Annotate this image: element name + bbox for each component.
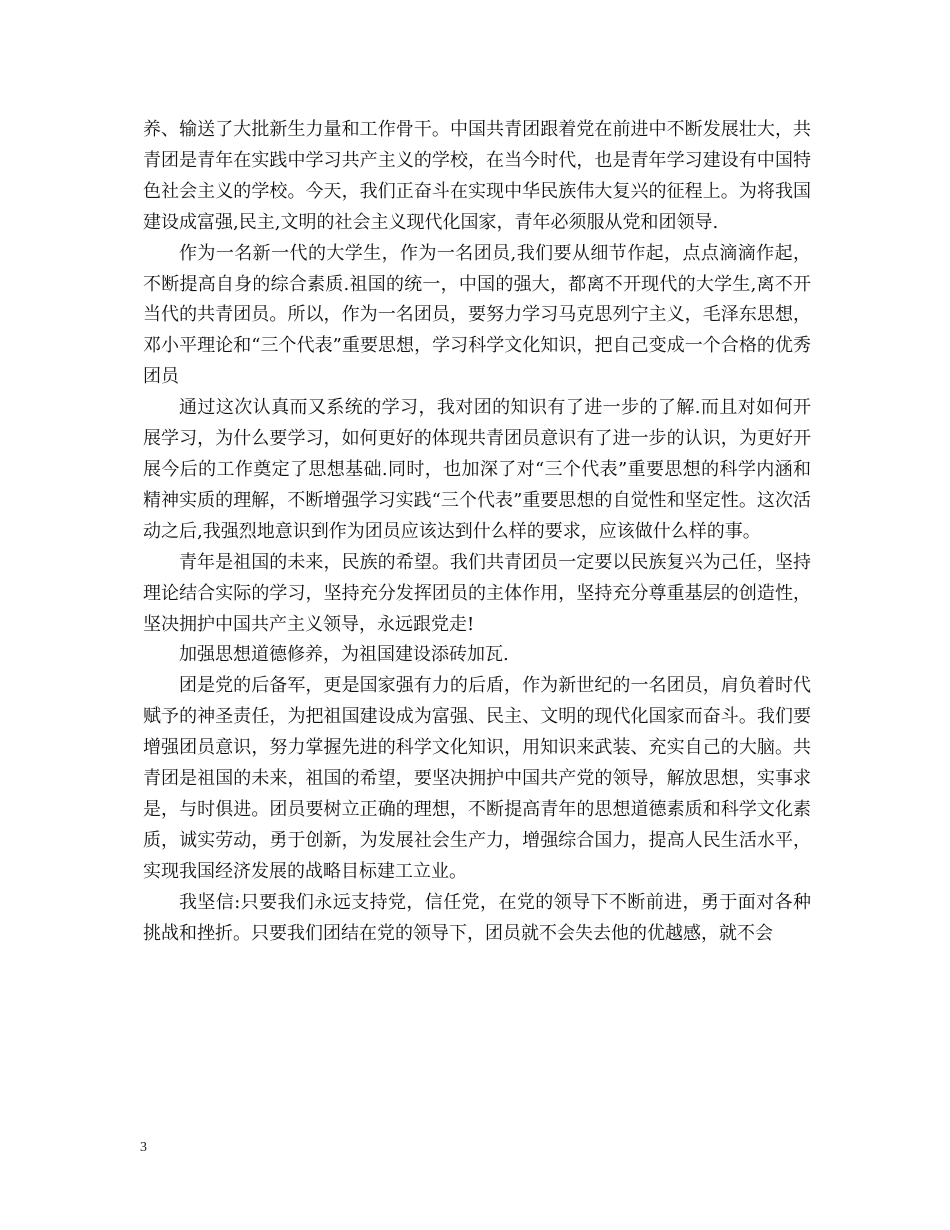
paragraph-6: 团是党的后备军，更是国家强有力的后盾，作为新世纪的一名团员，肩负着时代赋予的神圣责任，为把祖国建设成为富强、民主、文明的现代化国家而奋斗。我们要增强团员意识，努力掌握先进的科学文化知识，用知识来武装、充实自己的大脑。共青团是祖国的未来，祖国的希望，要坚决拥护中国共产党的领导，解放思想，实事求是，与时俱进。团员要树立正确的理想，不断提高青年的思想道德素质和科学文化素质，诚实劳动，勇于创新，为发展社会生产力，增强综合国力，提高人民生活水平，实现我国经济发展的战略目标建工立业。	[143, 675, 811, 882]
paragraph-5: 加强思想道德修养，为祖国建设添砖加瓦.	[179, 644, 509, 666]
page-number: 3	[140, 1140, 147, 1155]
paragraph-7: 我坚信:只要我们永远支持党，信任党，在党的领导下不断前进，勇于面对各种挑战和挫折。只要我们团结在党的领导下，团员就不会失去他的优越感，就不会	[143, 891, 811, 944]
paragraph-1: 养、输送了大批新生力量和工作骨干。中国共青团跟着党在前进中不断发展壮大，共青团是青年在实践中学习共产主义的学校，在当今时代，也是青年学习建设有中国特色社会主义的学校。今天，我们正奋斗在实现中华民族伟大复兴的征程上。为将我国建设成富强,民主,文明的社会主义现代化国家，青年必须服从党和团领导.	[143, 119, 811, 233]
paragraph-4: 青年是祖国的未来，民族的希望。我们共青团员一定要以民族复兴为己任，坚持理论结合实际的学习，坚持充分发挥团员的主体作用，坚持充分尊重基层的创造性，坚决拥护中国共产主义领导，永远跟党走!	[143, 551, 811, 635]
paragraph-2: 作为一名新一代的大学生，作为一名团员,我们要从细节作起，点点滴滴作起，不断提高自身的综合素质.祖国的统一，中国的强大，都离不开现代的大学生,离不开当代的共青团员。所以，作为一名团员，要努力学习马克思列宁主义，毛泽东思想，邓小平理论和“三个代表”重要思想，学习科学文化知识，把自己变成一个合格的优秀团员	[143, 242, 811, 388]
document-body	[143, 115, 811, 949]
paragraph-3: 通过这次认真而又系统的学习，我对团的知识有了进一步的了解.而且对如何开展学习，为什么要学习，如何更好的体现共青团员意识有了进一步的认识，为更好开展今后的工作奠定了思想基础.同时，也加深了对“三个代表”重要思想的科学内涵和精神实质的理解，不断增强学习实践“三个代表”重要思想的自觉性和坚定性。这次活动之后,我强烈地意识到作为团员应该达到什么样的要求，应该做什么样的事。	[143, 397, 811, 542]
